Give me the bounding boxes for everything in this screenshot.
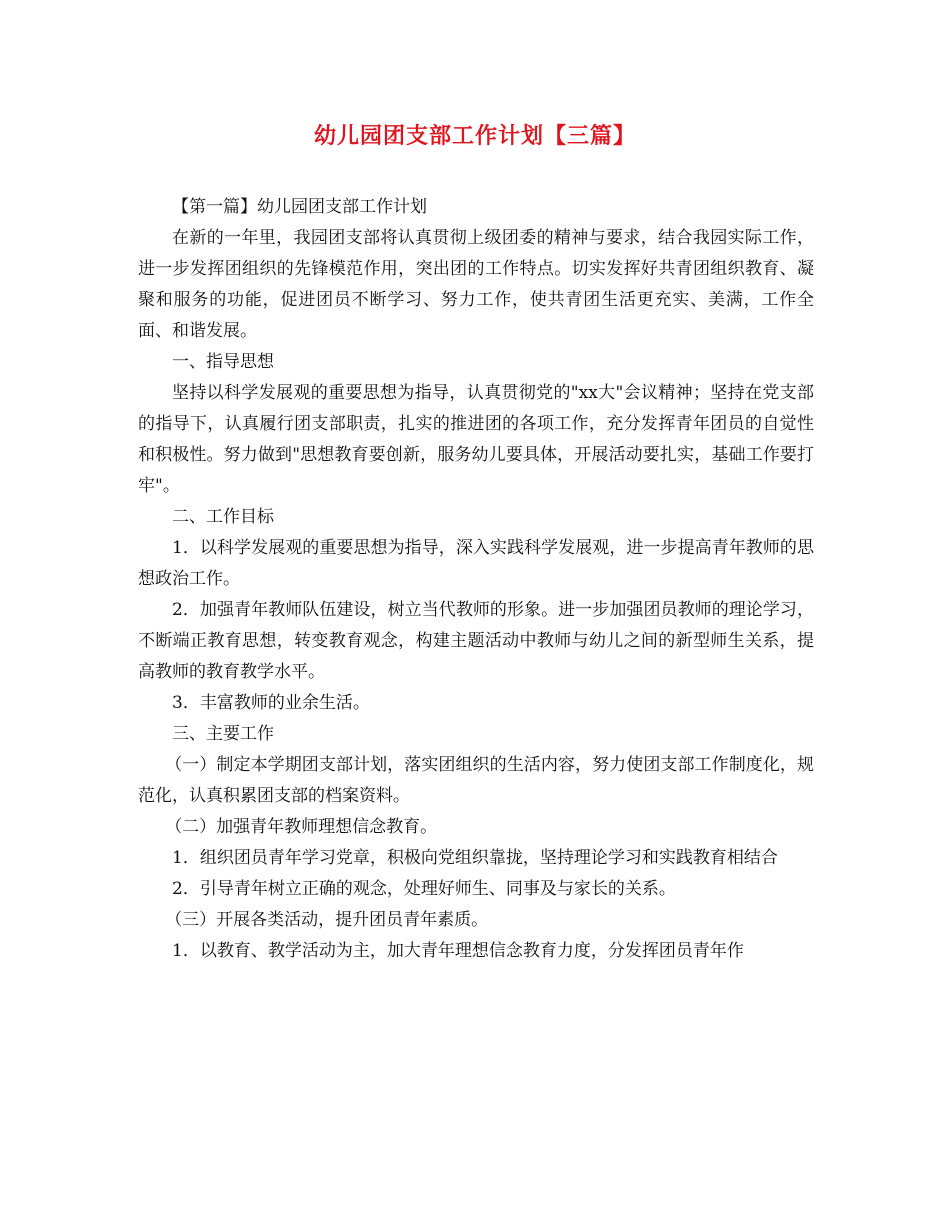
subheading: 二、工作目标 bbox=[172, 507, 274, 527]
list-item: 2．引导青年树立正确的观念，处理好师生、同事及与家长的关系。 bbox=[172, 879, 676, 899]
list-item: 1．组织团员青年学习党章，积极向党组织靠拢，坚持理论学习和实践教育相结合 bbox=[172, 848, 778, 868]
list-item: 3．丰富教师的业余生活。 bbox=[172, 693, 370, 713]
paragraph: 坚持以科学发展观的重要思想为指导，认真贯彻党的"xx大"会议精神；坚持在党支部的指导下，认真履行团支部职责，扎实的推进团的各项工作，充分发挥青年团员的自觉性和积极性。努力做到"思想教育要创新，服务幼儿要具体，开展活动要扎实，基础工作要打牢"。 bbox=[138, 383, 814, 496]
subheading: 三、主要工作 bbox=[172, 724, 274, 744]
subheading: （二）加强青年教师理想信念教育。 bbox=[165, 817, 438, 837]
list-item: 1．以教育、教学活动为主，加大青年理想信念教育力度，分发挥团员青年作 bbox=[172, 941, 744, 961]
document-body bbox=[138, 192, 814, 967]
paragraph: 在新的一年里，我园团支部将认真贯彻上级团委的精神与要求，结合我园实际工作，进一步发挥团组织的先锋模范作用，突出团的工作特点。切实发挥好共青团组织教育、凝聚和服务的功能，促进团员不断学习、努力工作，使共青团生活更充实、美满，工作全面、和谐发展。 bbox=[138, 228, 814, 341]
subheading: （三）开展各类活动，提升团员青年素质。 bbox=[165, 910, 489, 930]
document-title: 幼儿园团支部工作计划【三篇】 bbox=[313, 123, 636, 149]
subheading: 一、指导思想 bbox=[172, 352, 274, 372]
list-item: 1．以科学发展观的重要思想为指导，深入实践科学发展观，进一步提高青年教师的思想政治工作。 bbox=[138, 538, 814, 589]
section-heading: 【第一篇】幼儿园团支部工作计划 bbox=[172, 197, 427, 217]
list-item: 2．加强青年教师队伍建设，树立当代教师的形象。进一步加强团员教师的理论学习，不断端正教育思想，转变教育观念，构建主题活动中教师与幼儿之间的新型师生关系，提高教师的教育教学水平。 bbox=[138, 600, 814, 682]
paragraph: （一）制定本学期团支部计划，落实团组织的生活内容，努力使团支部工作制度化，规范化，认真积累团支部的档案资料。 bbox=[138, 755, 814, 806]
